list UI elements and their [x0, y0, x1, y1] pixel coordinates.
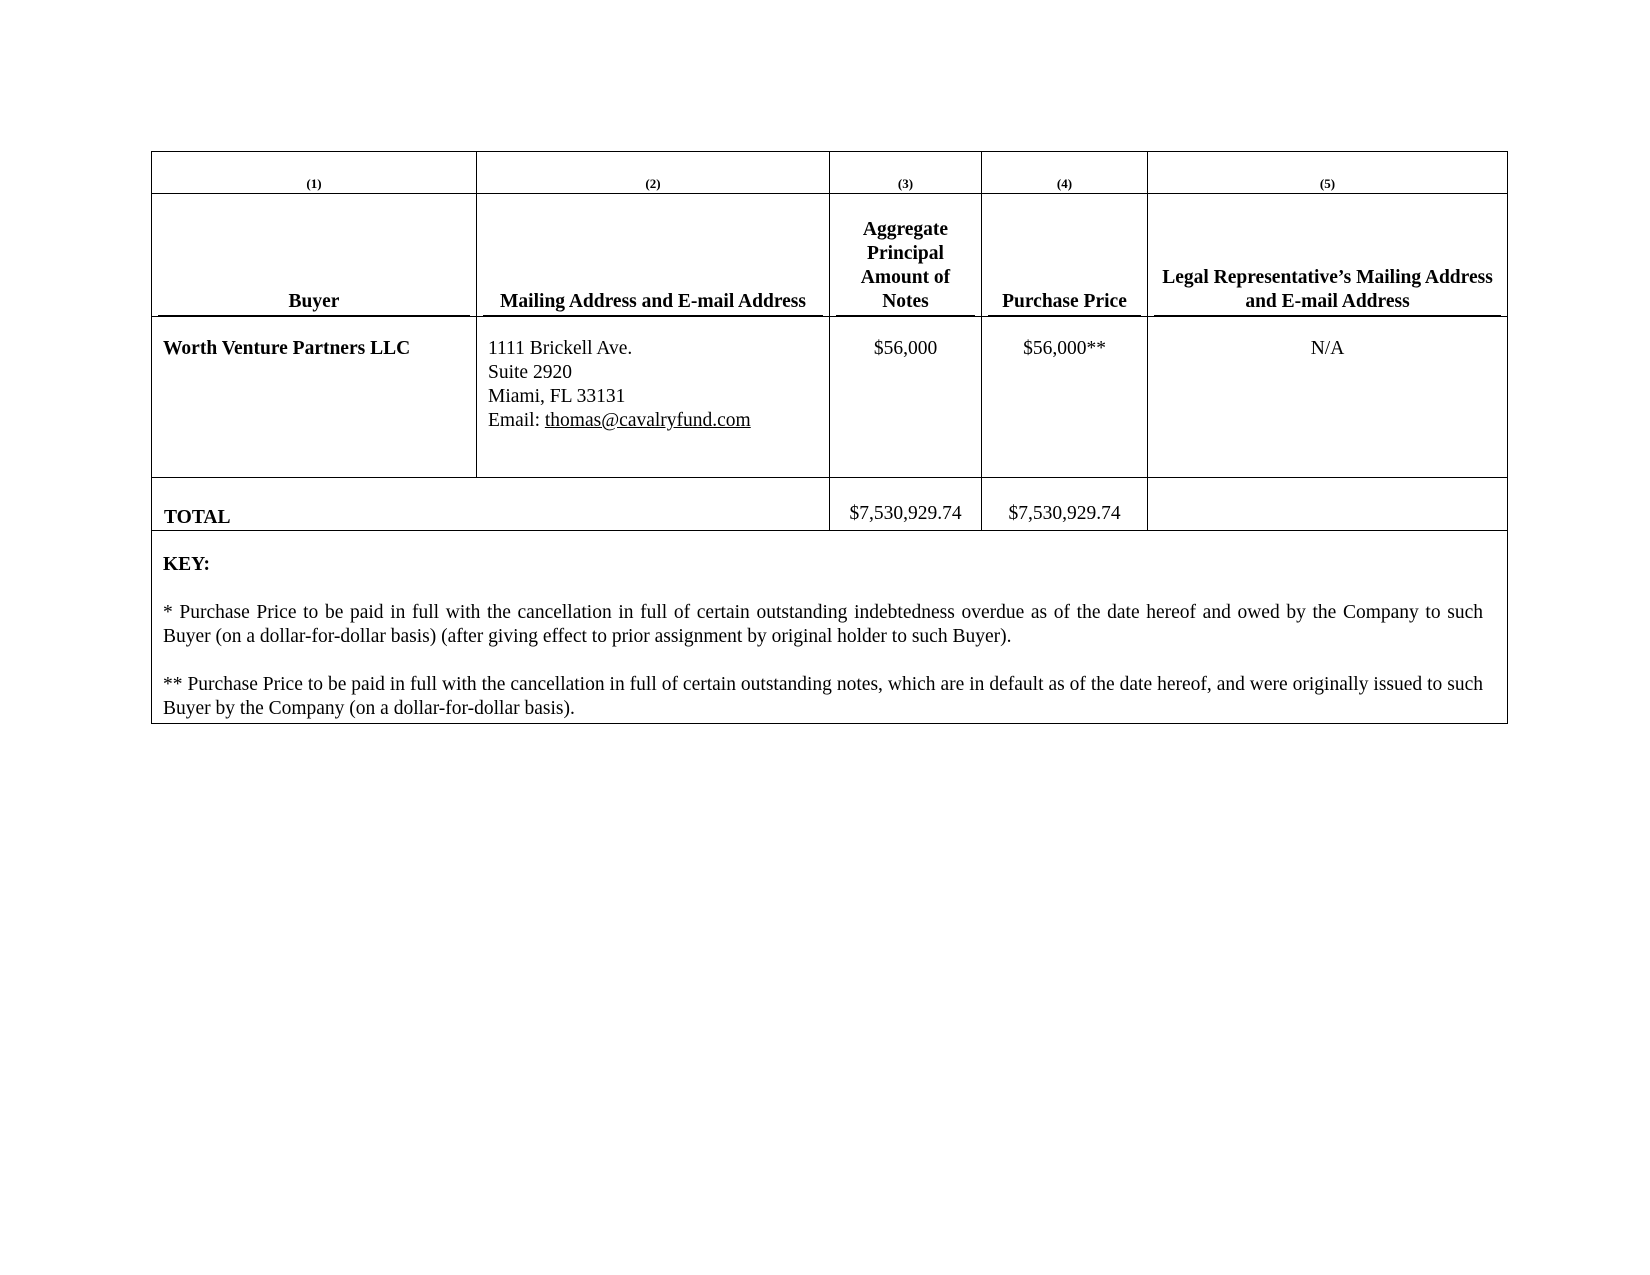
header-cell-buyer: [152, 194, 477, 317]
header-purchase-price: Purchase Price: [1002, 291, 1127, 312]
header-buyer: Buyer: [288, 291, 340, 312]
column-number-5: (5): [1148, 152, 1508, 194]
address-line-1: 1111 Brickell Ave.: [488, 338, 633, 359]
address-line-3: Miami, FL 33131: [488, 386, 626, 407]
total-purchase-price: $7,530,929.74: [982, 478, 1148, 531]
address-line-2: Suite 2920: [488, 362, 572, 383]
header-underline: [1154, 315, 1501, 317]
key-note-double-asterisk: ** Purchase Price to be paid in full with the cancellation in full of certain outstanding notes, which are in default as of the date hereof, and were originally issued to such Buyer by the Company (on a dollar-for-dollar basis).: [163, 674, 1483, 719]
table-row: [152, 317, 1508, 478]
total-row: [152, 478, 1508, 531]
key-row: [152, 531, 1508, 724]
column-number-row: [152, 152, 1508, 194]
column-header-row: [152, 194, 1508, 317]
buyer-name: Worth Venture Partners LLC: [152, 317, 477, 478]
header-mailing-address: Mailing Address and E-mail Address: [500, 291, 806, 312]
column-number-2: (2): [477, 152, 830, 194]
column-number-1: (1): [152, 152, 477, 194]
header-cell-legal-rep: [1148, 194, 1508, 317]
header-underline: [988, 315, 1141, 317]
header-underline: [836, 315, 975, 317]
principal-amount: $56,000: [830, 317, 982, 478]
total-legal-rep-empty: [1148, 478, 1508, 531]
legal-representative: N/A: [1148, 317, 1508, 478]
header-underline: [483, 315, 823, 317]
email-link[interactable]: thomas@cavalryfund.com: [544, 410, 751, 431]
header-legal-representative: Legal Representative’s Mailing Address and E-mail Address: [1162, 267, 1493, 312]
header-cell-purchase-price: [982, 194, 1148, 317]
email-line: [488, 409, 829, 433]
column-number-4: (4): [982, 152, 1148, 194]
header-cell-principal: [830, 194, 982, 317]
header-aggregate-principal: Aggregate Principal Amount of Notes: [860, 219, 951, 312]
total-principal: $7,530,929.74: [830, 478, 982, 531]
schedule-of-buyers-table: [151, 151, 1508, 724]
header-cell-mailing-address: [477, 194, 830, 317]
key-cell: [152, 531, 1508, 724]
key-title: KEY:: [163, 554, 210, 575]
email-prefix: Email:: [488, 410, 545, 431]
header-underline: [158, 315, 470, 317]
purchase-price: $56,000**: [982, 317, 1148, 478]
total-label: TOTAL: [152, 478, 830, 531]
mailing-address-cell: [477, 317, 830, 478]
column-number-3: (3): [830, 152, 982, 194]
key-note-single-asterisk: * Purchase Price to be paid in full with the cancellation in full of certain outstanding indebtedness overdue as of the date hereof and owed by the Company to such Buyer (on a dollar-for-dollar basis) (after giving effect to prior assignment by original holder to such Buyer).: [163, 602, 1483, 647]
